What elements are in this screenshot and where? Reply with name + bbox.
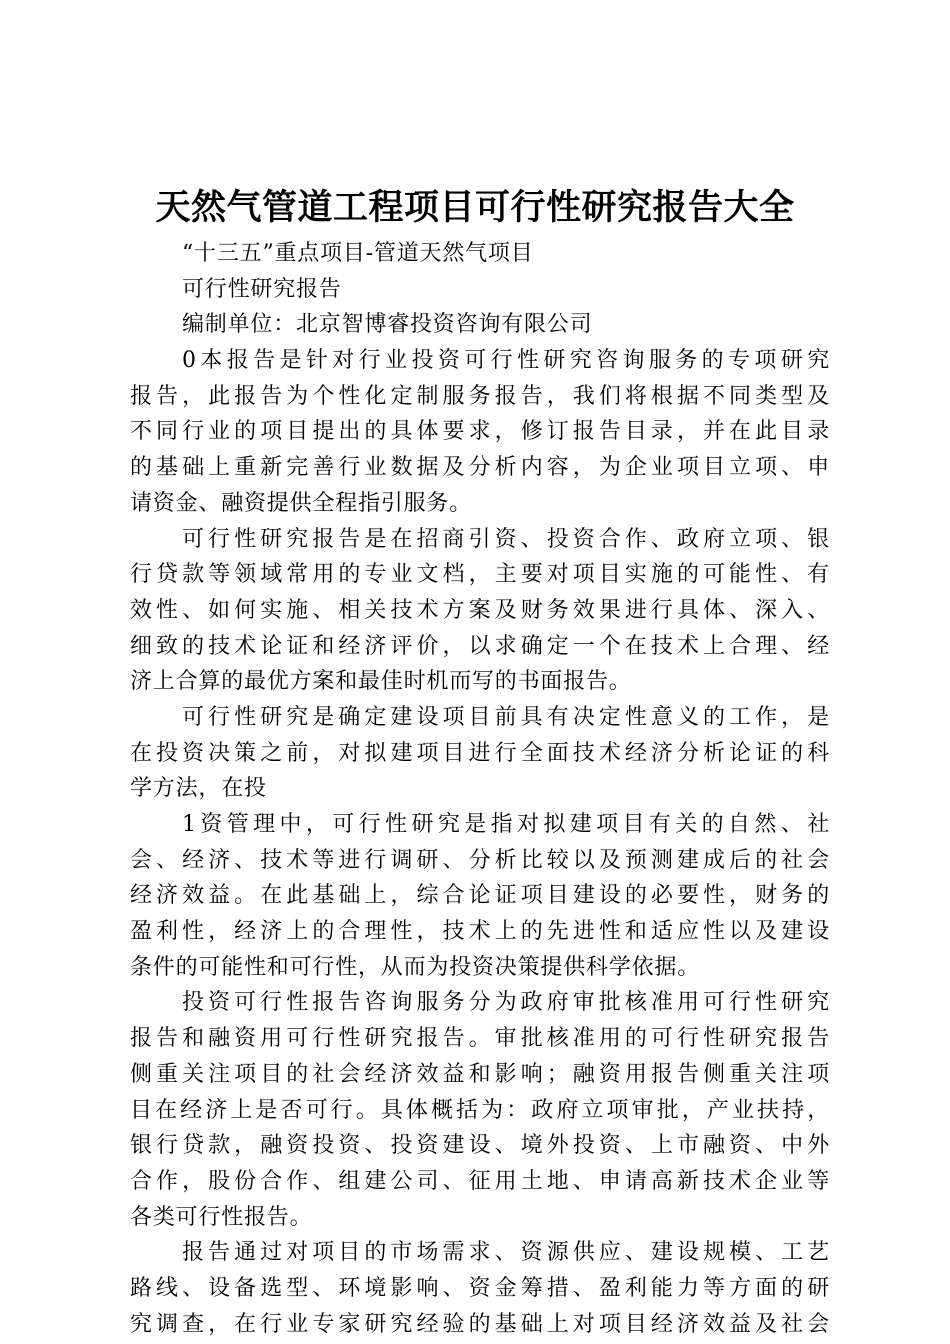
text-line: “十三五”重点项目-管道天然气项目 [182,241,534,266]
text-line: 报告通过对项目的市场需求、资源供应、建设规模、工艺 [182,1240,830,1266]
text-line: 1资管理中，可行性研究是指对拟建项目有关的自然、社 [182,812,830,837]
document-title: 天然气管道工程项目可行性研究报告大全 [155,188,795,228]
text-line: 可行性研究报告 [182,276,342,302]
text-line: 各类可行性报告。 [130,1204,313,1230]
text-line: 报告，此报告为个性化定制服务报告，我们将根据不同类型及 [130,383,830,409]
text-line: 盈利性，经济上的合理性，技术上的先进性和适应性以及建设 [130,919,830,945]
text-line: 条件的可能性和可行性，从而为投资决策提供科学依据。 [130,954,701,980]
text-line: 银行贷款，融资投资、投资建设、境外投资、上市融资、中外 [130,1133,830,1159]
text-line: 可行性研究是确定建设项目前具有决定性意义的工作，是 [182,704,830,730]
text-line: 不同行业的项目提出的具体要求，修订报告目录，并在此目录 [130,419,830,445]
text-line: 会、经济、技术等进行调研、分析比较以及预测建成后的社会 [130,847,830,873]
text-line: 目在经济上是否可行。具体概括为：政府立项审批，产业扶持， [130,1097,830,1123]
document-body [130,236,830,1342]
text-line: 编制单位：北京智博睿投资咨询有限公司 [182,312,593,338]
text-line: 细致的技术论证和经济评价，以求确定一个在技术上合理、经 [130,633,830,659]
text-line: 投资可行性报告咨询服务分为政府审批核准用可行性研究 [182,990,830,1016]
text-line: 报告和融资用可行性研究报告。审批核准用的可行性研究报告 [130,1026,830,1052]
text-line: 究调查，在行业专家研究经验的基础上对项目经济效益及社会 [130,1311,830,1337]
text-line: 合作，股份合作、组建公司、征用土地、申请高新技术企业等 [130,1168,830,1194]
text-line: 济上合算的最优方案和最佳时机而写的书面报告。 [130,669,632,695]
text-line: 0本报告是针对行业投资可行性研究咨询服务的专项研究 [182,348,830,374]
text-line: 效性、如何实施、相关技术方案及财务效果进行具体、深入、 [130,597,830,623]
text-line: 路线、设备选型、环境影响、资金筹措、盈利能力等方面的研 [130,1275,830,1301]
text-line: 请资金、融资提供全程指引服务。 [130,490,473,516]
text-line: 可行性研究报告是在招商引资、投资合作、政府立项、银 [182,526,830,552]
text-line: 行贷款等领域常用的专业文档，主要对项目实施的可能性、有 [130,562,830,588]
text-line: 在投资决策之前，对拟建项目进行全面技术经济分析论证的科 [130,740,830,766]
text-line: 侧重关注项目的社会经济效益和影响；融资用报告侧重关注项 [130,1061,830,1087]
text-line: 学方法，在投 [130,776,267,802]
text-line: 的基础上重新完善行业数据及分析内容，为企业项目立项、申 [130,455,830,481]
text-line: 经济效益。在此基础上，综合论证项目建设的必要性，财务的 [130,883,830,909]
